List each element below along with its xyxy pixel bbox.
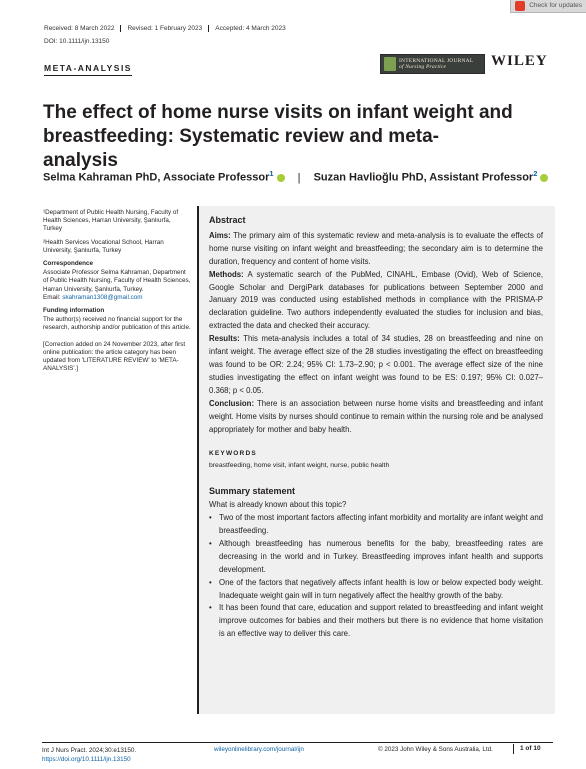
correction-note: [Correction added on 24 November 2023, after first online publication: the article category has been updated from 'LITERATURE REVIEW' to 'META-ANALYSIS'.]: [43, 340, 186, 373]
affiliation-marker[interactable]: 2: [533, 169, 538, 178]
orcid-icon[interactable]: [540, 174, 548, 182]
abstract-results: Results: This meta-analysis includes a total of 34 studies, 28 on breastfeeding and nine on infant weight. The average effect size of the 28 studies investigating the effect on breastfeeding was found to be OR: 2.24; 95% CI: 1.73–2.90; p < 0.001. The average effect size of the nine studies investigating the effect on infant weight was found to be ES: 0.197; 95% CI: 0.027–0.368; p < 0.05.: [209, 334, 543, 395]
summary-bullet: • It has been found that care, education and support related to breastfeeding and infant weight improve outcomes for babies and their mothers but there is no evidence that home visitation is an effective way to deliver this care.: [209, 602, 543, 641]
abstract-conclusion: Conclusion: There is an association between nurse home visits and breastfeeding and infant weight. Home visits by nurses should continue to remain within the nursing role and be analysed appropriately for mother and baby health.: [209, 398, 543, 434]
email-link[interactable]: skahraman1308@gmail.com: [62, 293, 143, 301]
journal-logo[interactable]: [380, 54, 485, 74]
funding-heading: Funding information: [43, 307, 105, 315]
article-history: [44, 25, 292, 32]
page-number: 1 of 10: [513, 744, 541, 754]
publisher-logo[interactable]: WILEY: [491, 53, 548, 69]
abstract-panel: [197, 206, 555, 714]
correspondence-heading: Correspondence: [43, 260, 94, 268]
keywords-list: breastfeeding, home visit, infant weight, nurse, public health: [209, 462, 390, 470]
doi-link[interactable]: https://doi.org/10.1111/ijn.13150: [42, 756, 131, 763]
summary-question: What is already known about this topic?: [209, 500, 347, 510]
affiliation-marker[interactable]: 1: [269, 169, 274, 178]
journal-site-link[interactable]: wileyonlinelibrary.com/journal/ijn: [214, 746, 304, 753]
check-for-updates-badge[interactable]: [510, 0, 586, 13]
abstract-methods: Methods: A systematic search of the PubMed, CINAHL, Embase (Ovid), Web of Science, Google Scholar and DergiPark databases for publications between September 2000 and January 2019 was conducted using established methods in compliance with the PRISMA-P declaration guideline. Two authors independently evaluated the studies for inclusion and bias, extracted the data and checked their accuracy.: [209, 269, 543, 331]
copyright-notice: © 2023 John Wiley & Sons Australia, Ltd.: [378, 746, 493, 753]
abstract-heading: Abstract: [209, 215, 246, 225]
orcid-icon[interactable]: [277, 174, 285, 182]
journal-citation: Int J Nurs Pract. 2024;30:e13150.: [42, 747, 137, 754]
revised-date: Revised: 1 February 2023: [121, 25, 209, 32]
abstract-aims: Aims: The primary aim of this systematic review and meta-analysis is to evaluate the effects of home nurse visiting on infant weight and breastfeeding; the secondary aim is to determine the duration, frequency and content of home visits.: [209, 230, 543, 266]
funding-body: The author(s) received no financial support for the research, authorship and/or publication of this article.: [43, 316, 191, 332]
crossmark-icon: [515, 1, 525, 11]
article-sidebar: [43, 209, 191, 378]
journal-logo-line2: of Nursing Practice: [399, 64, 447, 70]
correspondence-body: Associate Professor Selma Kahraman, Department of Public Health Nursing, Faculty of Health Sciences, Harran University, Şanlıurfa, Turkey.: [43, 269, 191, 293]
author-name[interactable]: Suzan Havlioğlu PhD, Assistant Professor: [313, 171, 534, 184]
footer-citation: [42, 746, 136, 764]
journal-logo-line1: INTERNATIONAL JOURNAL: [399, 58, 474, 64]
summary-bullet: • Two of the most important factors affecting infant morbidity and mortality are infant weight and breastfeeding.: [209, 512, 543, 538]
article-doi: DOI: 10.1111/ijn.13150: [44, 38, 110, 45]
email-label: Email:: [43, 293, 61, 301]
affiliation-1: ¹Department of Public Health Nursing, Faculty of Health Sciences, Harran University, Şanlıurfa, Turkey: [43, 209, 179, 233]
author-line: [43, 169, 563, 184]
received-date: Received: 8 March 2022: [44, 25, 121, 32]
summary-heading: Summary statement: [209, 486, 296, 497]
check-for-updates-label: Check for updates: [529, 2, 582, 9]
article-category: META-ANALYSIS: [44, 63, 132, 76]
affiliation-2: ²Health Services Vocational School, Harran University, Şanlıurfa, Turkey: [43, 238, 164, 254]
journal-logo-icon: [384, 57, 396, 71]
article-title: The effect of home nurse visits on infant weight and breastfeeding: Systematic review and meta-analysis: [43, 102, 513, 171]
footer-divider: [42, 742, 553, 743]
summary-bullet: • One of the factors that negatively affects infant health is low or below expected body weight. Inadequate weight gain will in turn negatively affect the healthy growth of the baby.: [209, 577, 543, 603]
summary-bullets: [209, 512, 543, 641]
summary-bullet: • Although breastfeeding has numerous benefits for the baby, breastfeeding rates are decreasing in the world and in Turkey. Breastfeeding improves infant health and supports development.: [209, 538, 543, 577]
accepted-date: Accepted: 4 March 2023: [215, 25, 286, 32]
keywords-heading: KEYWORDS: [209, 450, 257, 458]
author-separator: |: [297, 171, 301, 184]
author-name[interactable]: Selma Kahraman PhD, Associate Professor: [43, 171, 270, 184]
